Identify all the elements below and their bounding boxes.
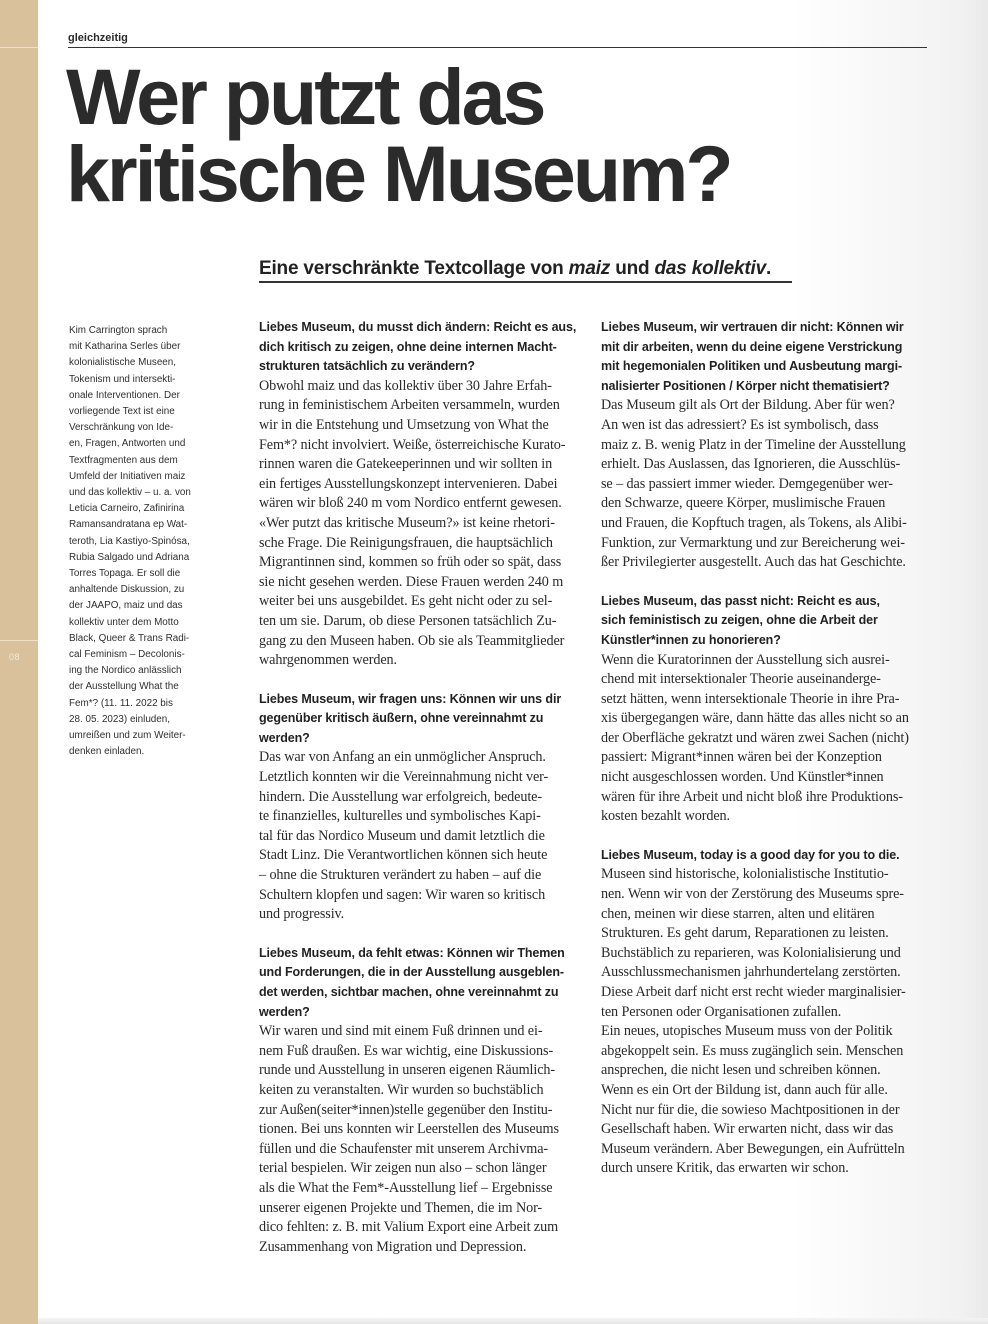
body-text-line: Ein neues, utopisches Museum muss von der Politik	[601, 1023, 893, 1040]
body-text-line: Wenn es ein Ort der Bildung ist, dann auch für alle.	[601, 1081, 888, 1098]
sidebar-line: anhaltende Diskussion, zu	[69, 584, 185, 596]
subheadline	[259, 258, 771, 280]
body-text-line: Strukturen. Es geht darum, Reparationen zu leisten.	[601, 925, 889, 942]
body-text-line: terial bespielen. Wir zeigen nun also – schon länger	[259, 1160, 547, 1177]
paragraph-gap	[259, 671, 595, 690]
body-text-line: rung in feministischem Arbeiten versammeln, wurden	[259, 397, 560, 414]
body-text-line: tal für das Nordico Museum und damit letztlich die	[259, 827, 545, 844]
body-text-line: und Frauen, die Kopftuch tragen, als Tokens, als Alibi-	[601, 514, 907, 531]
body-text-line: Nicht nur für die, die sowieso Machtpositionen in der	[601, 1101, 900, 1118]
body-text-line: Zusammenhang von Migration und Depression.	[259, 1238, 527, 1255]
body-text-line: der Oberfläche gekratzt und wären zwei Sachen (nicht)	[601, 729, 909, 746]
section-question-line: werden?	[259, 1004, 310, 1019]
body-text-line: Fem*? nicht involviert. Weiße, österreichische Kurato-	[259, 436, 566, 453]
sidebar-line: Kim Carrington sprach	[69, 325, 168, 336]
section-question-line: mit hegemonialen Politiken und Ausbeutung margi-	[601, 359, 903, 374]
body-text-line: Museen sind historische, kolonialistische Institutio-	[601, 866, 889, 883]
body-text-line: ßer Privilegierter ausgestellt. Auch das hat Geschichte.	[601, 554, 906, 571]
body-text-line: Wenn die Kuratorinnen der Ausstellung sich ausrei-	[601, 651, 890, 668]
body-text-line: Funktion, zur Vermarktung und zur Bereicherung wei-	[601, 534, 905, 551]
body-text-line: maiz z. B. wenig Platz in der Timeline der Ausstellung	[601, 436, 906, 453]
body-text-line: setzt hätten, wenn intersektionale Theorie in ihre Pra-	[601, 690, 900, 707]
body-text-line: sche Frage. Die Reinigungsfrauen, die hauptsächlich	[259, 534, 553, 551]
section-question-line: Liebes Museum, da fehlt etwas: Können wir Themen	[259, 945, 565, 960]
sidebar-line: Tokenism und intersekti-	[69, 373, 176, 385]
section-question-line: Liebes Museum, wir vertrauen dir nicht: Können wir	[601, 320, 904, 334]
body-text-line: als die What the Fem*-Ausstellung lief – Ergebnisse	[259, 1179, 553, 1196]
paragraph-gap	[259, 925, 595, 944]
sidebar-line: cal Feminism – Decolonis-	[69, 649, 185, 661]
strip-divider	[0, 640, 38, 641]
margin-color-strip	[0, 0, 38, 1324]
text-column-1	[259, 318, 595, 1257]
body-text-line: Migrantinnen sind, kommen so früh oder so spät, dass	[259, 554, 562, 571]
body-text-line: nem Fuß draußen. Es war wichtig, eine Diskussions-	[259, 1042, 554, 1059]
sidebar-line: Black, Queer & Trans Radi-	[69, 632, 190, 644]
sidebar-line: Ramansandratana ep Wat-	[69, 519, 188, 531]
body-text-line: Gesellschaft haben. Wir erwarten nicht, dass wir das	[601, 1121, 894, 1138]
body-text-line: keiten zu veranstalten. Wir wurden so buchstäblich	[259, 1081, 544, 1098]
section-kicker: gleichzeitig	[68, 32, 128, 44]
body-text-line: Obwohl maiz und das kollektiv über 30 Jahre Erfah-	[259, 377, 552, 394]
sidebar-line: umreißen und zum Weiter-	[69, 730, 186, 742]
section-question-line: Künstler*innen zu honorieren?	[601, 632, 781, 647]
body-text-line: dico fehlten: z. B. mit Valium Export eine Arbeit zum	[259, 1219, 559, 1236]
sidebar-line: en, Fragen, Antworten und	[69, 438, 186, 450]
section-question-line: gegenüber kritisch äußern, ohne vereinnahmt zu	[259, 711, 544, 726]
body-text-line: Museum verändern. Aber Bewegungen, ein Aufrütteln	[601, 1140, 905, 1157]
sidebar-line: mit Katharina Serles über	[69, 341, 181, 353]
subhead-prefix: Eine verschränkte Textcollage von	[259, 258, 569, 279]
section-question-line: nalisierter Positionen / Körper nicht thematisiert?	[601, 378, 890, 393]
body-text-line: Ausschlussmechanismen jahrhundertelang zerstörten.	[601, 964, 901, 981]
sidebar-line: der Ausstellung What the	[69, 681, 179, 693]
sidebar-line: kollektiv unter dem Motto	[69, 616, 179, 628]
subhead-suffix: .	[765, 258, 772, 279]
section-question-line: sich feministisch zu zeigen, ohne die Arbeit der	[601, 613, 878, 628]
subhead-name-maiz: maiz	[568, 258, 611, 279]
body-text-line: hindern. Die Ausstellung war erfolgreich, bedeute-	[259, 788, 542, 805]
body-text-line: chend mit intersektionaler Theorie auseinanderge-	[601, 671, 881, 688]
body-text-line: wären für ihre Arbeit und nicht bloß ihre Produktions-	[601, 788, 903, 805]
body-text-line: durch unsere Kritik, das erwarten wir schon.	[601, 1160, 849, 1177]
article-section	[601, 846, 937, 1179]
sidebar-line: kolonialistische Museen,	[69, 357, 177, 369]
section-question-line: Liebes Museum, du musst dich ändern: Reicht es aus,	[259, 320, 577, 334]
sidebar-line: Fem*? (11. 11. 2022 bis	[69, 697, 173, 709]
sidebar-line: Leticia Carneiro, Zafinirina	[69, 503, 185, 515]
paragraph-gap	[601, 573, 937, 592]
section-question-line: Liebes Museum, das passt nicht: Reicht es aus,	[601, 593, 880, 608]
body-text-line: und progressiv.	[259, 906, 345, 923]
article-section	[601, 318, 937, 573]
headline	[66, 52, 946, 218]
body-text-line: te finanzielles, kulturelles und symbolisches Kapi-	[259, 808, 541, 825]
body-text-line: ansprechen, die nicht lesen und schreiben können.	[601, 1062, 881, 1079]
body-text-line: wir in die Entstehung und Umsetzung von What the	[259, 416, 549, 433]
sidebar-line: und das kollektiv – u. a. von	[69, 487, 191, 499]
section-question-line: det werden, sichtbar machen, ohne vereinnahmt zu	[259, 985, 559, 999]
headline-line-2: kritische Museum?	[66, 129, 731, 218]
section-question-line: strukturen tatsächlich zu verändern?	[259, 359, 475, 374]
section-question-line: dich kritisch zu zeigen, ohne deine internen Macht-	[259, 339, 557, 354]
strip-divider	[0, 47, 38, 48]
section-question-line: und Forderungen, die in der Ausstellung ausgeblen-	[259, 965, 564, 980]
body-text-line: tionen. Bei uns konnten wir Leerstellen des Museums	[259, 1121, 559, 1138]
body-text-line: den Schwarze, queere Körper, muslimische Frauen	[601, 495, 886, 512]
body-text-line: füllen und die Schaufenster mit unserem Archivma-	[259, 1140, 549, 1157]
text-column-2	[601, 318, 937, 1179]
body-text-line: ten Personen oder Organisationen zufallen.	[601, 1003, 842, 1020]
sidebar-line: 28. 05. 2023) einluden,	[69, 713, 171, 725]
body-text-line: xis übergegangen wäre, dann hätte das alles nicht so an	[601, 710, 909, 727]
subhead-underline	[259, 281, 792, 283]
body-text-line: Letztlich konnten wir die Vereinnahmung nicht ver-	[259, 769, 549, 786]
sidebar-line: vorliegende Text ist eine	[69, 406, 175, 418]
page-bottom-edge	[38, 1318, 988, 1324]
body-text-line: zur Außen(seiter*innen)stelle gegenüber den Institu-	[259, 1101, 553, 1118]
paragraph-gap	[601, 827, 937, 846]
body-text-line: nicht ausgeschlossen worden. Und Künstler*innen	[601, 769, 884, 786]
body-text-line: unserer eigenen Projekte und Themen, die im Nor-	[259, 1199, 543, 1216]
body-text-line: weiter bei uns ausgebildet. Es geht nicht oder zu sel-	[259, 593, 553, 610]
body-text-line: se – das passiert immer wieder. Demgegenüber wer-	[601, 475, 893, 492]
sidebar-line: ing the Nordico anlässlich	[69, 665, 182, 677]
sidebar-line: Umfeld der Initiativen maiz	[69, 470, 186, 482]
top-rule	[68, 47, 927, 48]
body-text-line: An wen ist das adressiert? Es ist symbolisch, dass	[601, 416, 879, 433]
body-text-line: ten um sie. Darum, ob diese Personen tatsächlich Zu-	[259, 612, 557, 629]
body-text-line: Buchstäblich zu reparieren, was Kolonialisierung und	[601, 944, 901, 961]
body-text-line: passiert: Migrant*innen wären bei der Konzeption	[601, 749, 882, 766]
sidebar-line: Rubia Salgado und Adriana	[69, 551, 190, 563]
section-question-line: Liebes Museum, today is a good day for you to die.	[601, 847, 900, 862]
article-section	[259, 690, 595, 925]
body-text-line: sie nicht gesehen werden. Diese Frauen werden 240 m	[259, 573, 564, 590]
sidebar-line: Verschränkung von Ide-	[69, 422, 174, 434]
headline-line-1: Wer putzt das	[66, 52, 544, 141]
sidebar-line: denken einladen.	[69, 746, 145, 758]
body-text-line: wahrgenommen werden.	[259, 652, 397, 669]
section-question-line: mit dir arbeiten, wenn du deine eigene Verstrickung	[601, 339, 903, 354]
sidebar-line: Textfragmenten aus dem	[69, 454, 178, 466]
body-text-line: ein fertiges Ausstellungskonzept intervenieren. Dabei	[259, 475, 558, 492]
body-text-line: abgekoppelt sein. Es muss zugänglich sein. Menschen	[601, 1042, 904, 1059]
body-text-line: Wir waren und sind mit einem Fuß drinnen und ei-	[259, 1023, 543, 1040]
body-text-line: – ohne die Strukturen verändert zu haben – auf die	[259, 867, 542, 884]
body-text-line: Das war von Anfang an ein unmöglicher Anspruch.	[259, 749, 546, 766]
sidebar-line: der JAAPO, maiz und das	[69, 600, 183, 612]
section-question-line: werden?	[259, 730, 310, 745]
body-text-line: rinnen waren die Gatekeeperinnen und wir sollten in	[259, 456, 553, 473]
section-question-line: Liebes Museum, wir fragen uns: Können wir uns dir	[259, 691, 562, 706]
sidebar-line: teroth, Lia Kastiyo-Spinósa,	[69, 535, 190, 547]
body-text-line: Das Museum gilt als Ort der Bildung. Aber für wen?	[601, 397, 895, 414]
subhead-name-kollektiv: das kollektiv	[654, 258, 766, 279]
body-text-line: Diese Arbeit darf nicht erst recht wieder marginalisier-	[601, 984, 906, 1000]
body-text-line: Stadt Linz. Die Verantwortlichen können sich heute	[259, 847, 548, 864]
body-text-line: erhielt. Das Auslassen, das Ignorieren, die Ausschlüs-	[601, 456, 901, 473]
body-text-line: nen. Wenn wir von der Zerstörung des Museums spre-	[601, 886, 904, 903]
page-number: 08	[9, 652, 21, 662]
body-text-line: «Wer putzt das kritische Museum?» ist keine rhetori-	[259, 514, 555, 531]
sidebar-line: Torres Topaga. Er soll die	[69, 568, 181, 580]
article-section	[259, 944, 595, 1258]
body-text-line: wären wir bloß 240 m vom Nordico entfernt gewesen.	[259, 495, 562, 512]
sidebar-intro	[69, 323, 209, 760]
subhead-mid: und	[610, 258, 655, 279]
article-section	[601, 592, 937, 827]
body-text-line: runde und Ausstellung in unseren eigenen Räumlich-	[259, 1062, 556, 1079]
body-text-line: Schultern klopfen und sagen: Wir waren so kritisch	[259, 886, 546, 903]
body-text-line: chen, meinen wir diese starren, alten und elitären	[601, 905, 875, 922]
sidebar-line: onale Interventionen. Der	[69, 389, 180, 401]
article-section	[259, 318, 595, 671]
body-text-line: kosten bezahlt worden.	[601, 808, 730, 825]
body-text-line: gang zu den Museen haben. Ob sie als Teammitglieder	[259, 632, 565, 649]
